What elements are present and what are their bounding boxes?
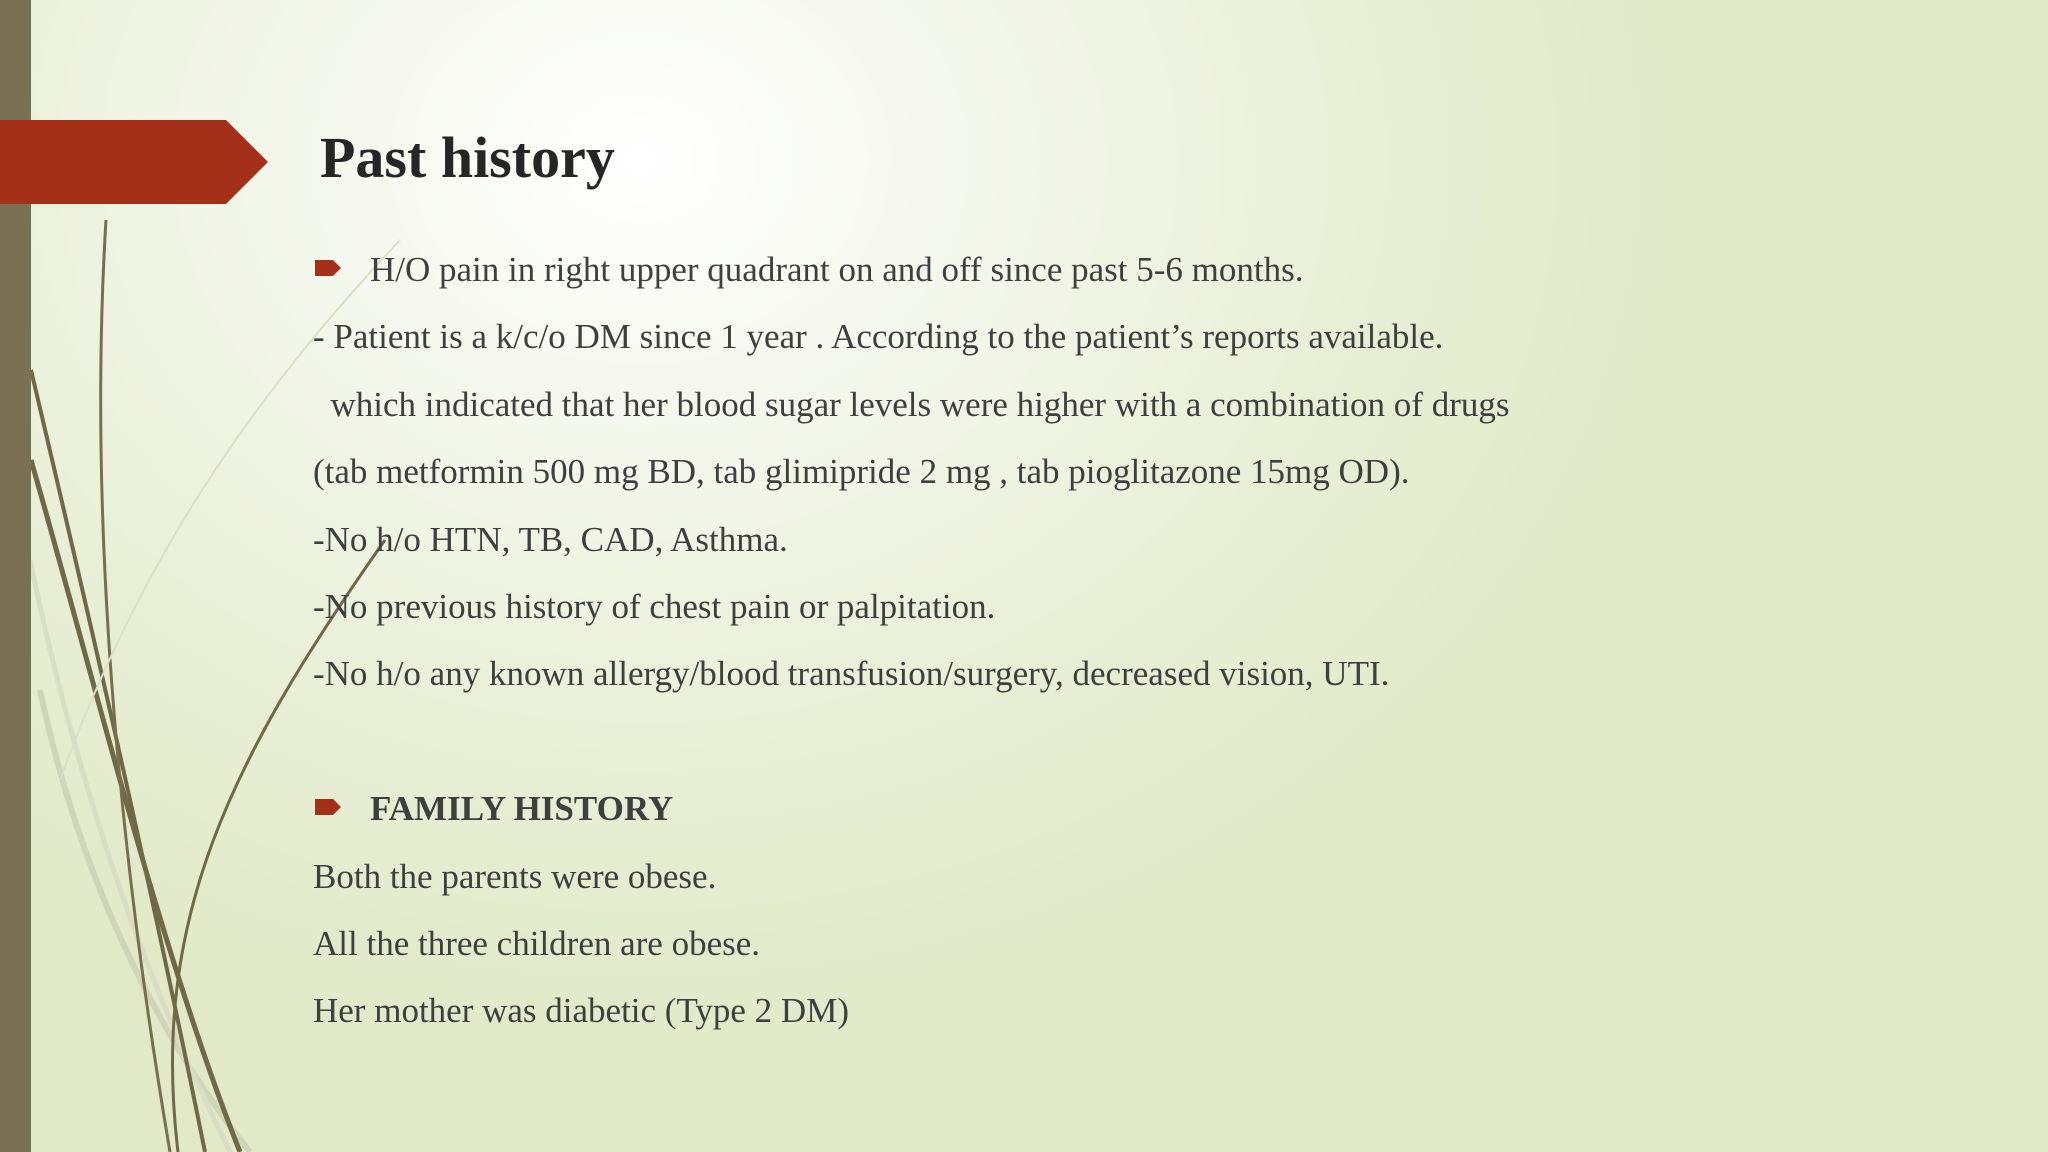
title-arrow-shape [0,120,270,204]
slide-title: Past history [320,125,615,190]
history-line: (tab metformin 500 mg BD, tab glimipride 2 mg , tab pioglitazone 15mg OD). [313,452,1410,492]
family-history-line: All the three children are obese. [313,923,761,963]
arrow-bullet-icon [315,256,343,280]
spacer [313,708,1873,775]
history-line: -No h/o HTN, TB, CAD, Asthma. [313,519,788,559]
history-line: which indicated that her blood sugar levels were higher with a combination of drugs [313,384,1510,424]
family-history-line: Both the parents were obese. [313,856,717,896]
arrow-bullet-icon [315,795,343,819]
family-history-heading: FAMILY HISTORY [370,789,674,829]
slide-body [313,236,1873,1045]
history-line: -No previous history of chest pain or palpitation. [313,586,996,626]
bullet-item-family-history [313,775,1873,842]
history-line: -No h/o any known allergy/blood transfusion/surgery, decreased vision, UTI. [313,654,1390,694]
bullet-text: H/O pain in right upper quadrant on and off since past 5-6 months. [370,250,1304,289]
family-history-line: Her mother was diabetic (Type 2 DM) [313,991,849,1031]
bullet-item-pain-history [313,236,1873,303]
history-line: - Patient is a k/c/o DM since 1 year . According to the patient’s reports available. [313,317,1444,357]
